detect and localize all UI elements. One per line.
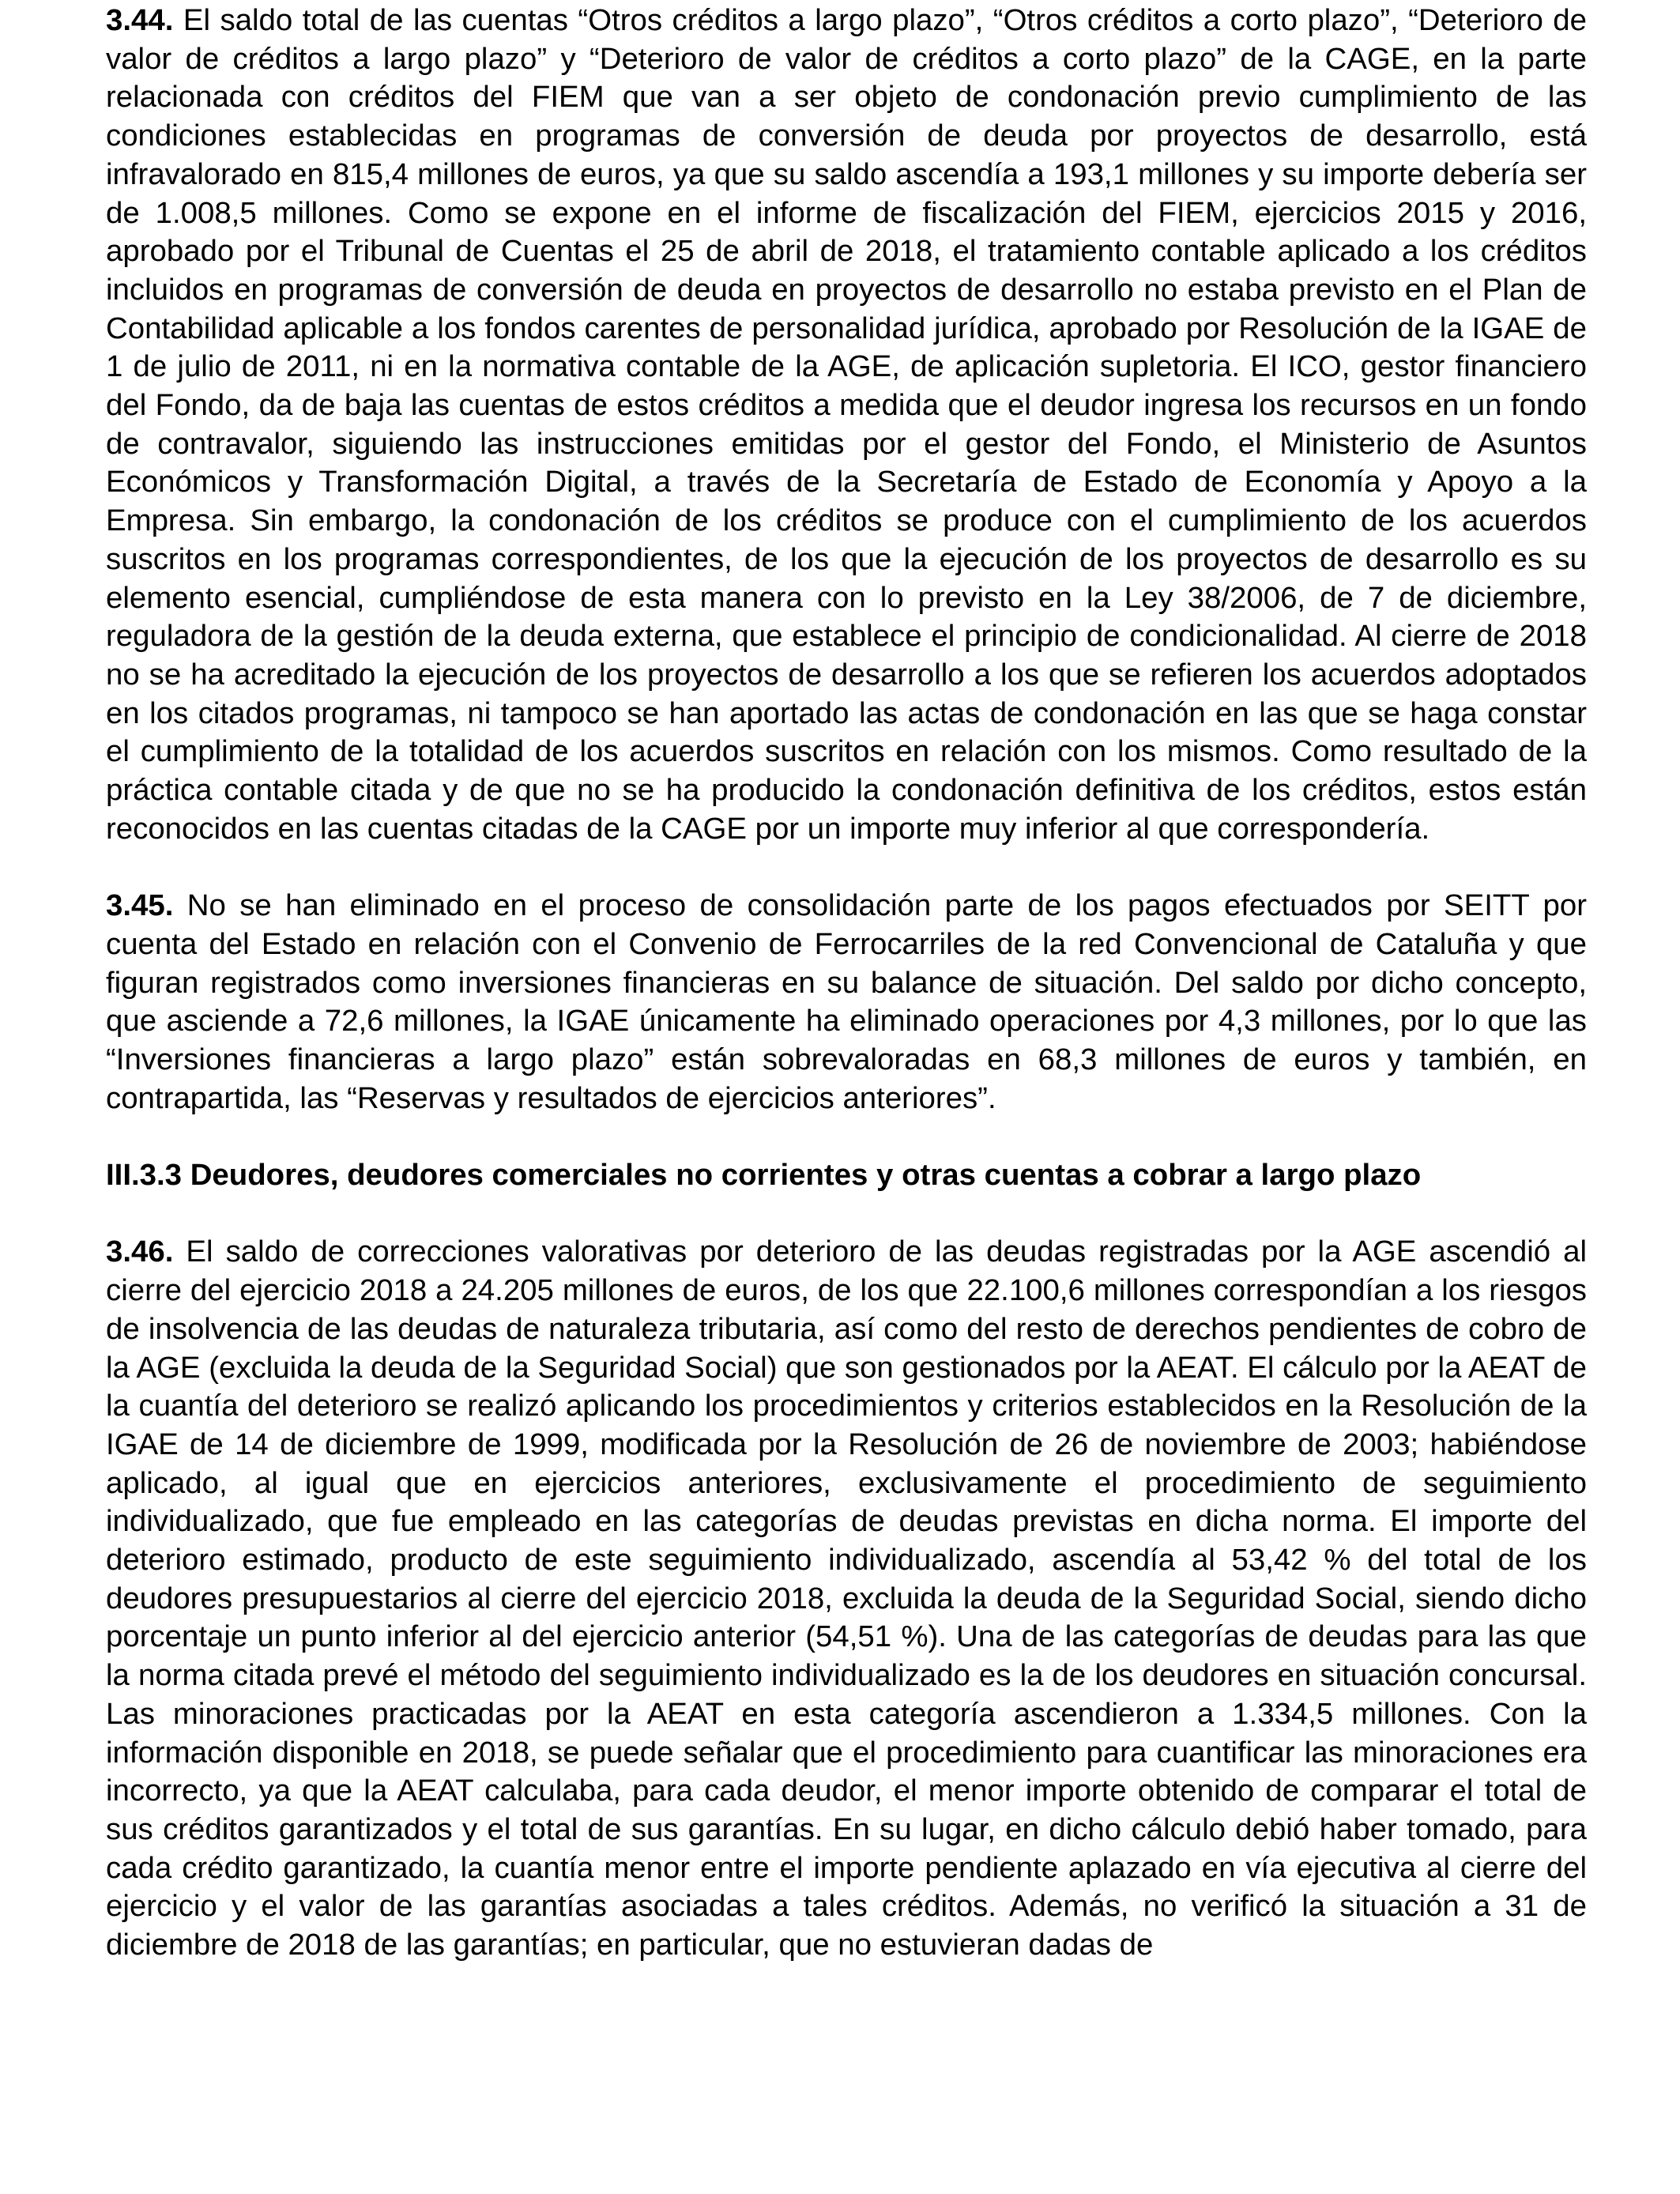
paragraph-text: El saldo de correcciones valorativas por deterioro de las deudas registradas por la AGE ascendió al cierre del ejercicio 2018 a 24.205 millones de euros, de los que 22.100,6 millones correspondían a los riesgos de insolvencia de las deudas de naturaleza tributaria, así como del resto de derechos pendientes de cobro de la AGE (excluida la deuda de la Seguridad Social) que son gestionados por la AEAT. El cálculo por la AEAT de la cuantía del deterioro se realizó aplicando los procedimientos y criterios establecidos en la Resolución de la IGAE de 14 de diciembre de 1999, modificada por la Resolución de 26 de noviembre de 2003; habiéndose aplicado, al igual que en ejercicios anteriores, exclusivamente el procedimiento de seguimiento individualizado, que fue empleado en las categorías de deudas previstas en dicha norma. El importe del deterioro estimado, producto de este seguimiento individualizado, ascendía al 53,42 % del total de los deudores presupuestarios al cierre del ejercicio 2018, excluida la deuda de la Seguridad Social, siendo dicho porcentaje un punto inferior al del ejercicio anterior (54,51 %). Una de las categorías de deudas para las que la norma citada prevé el método del seguimiento individualizado es la de los deudores en situación concursal. Las minoraciones practicadas por la AEAT en esta categoría ascendieron a 1.334,5 millones. Con la información disponible en 2018, se puede señalar que el procedimiento para cuantificar las minoraciones era incorrecto, ya que la AEAT calculaba, para cada deudor, el menor importe obtenido de comparar el total de sus créditos garantizados y el total de sus garantías. En su lugar, en dicho cálculo debió haber tomado, para cada crédito garantizado, la cuantía menor entre el importe pendiente aplazado en vía ejecutiva al cierre del ejercicio y el valor de las garantías asociadas a tales créditos. Además, no verificó la situación a 31 de diciembre de 2018 de las garantías; en particular, que no estuvieran dadas de <box>106 1235 1588 1962</box>
paragraph-3-44 <box>106 2 1587 848</box>
paragraph-number: 3.46. <box>106 1235 174 1269</box>
paragraph-3-46 <box>106 1233 1587 1964</box>
paragraph-3-45 <box>106 887 1587 1118</box>
paragraph-text: El saldo total de las cuentas “Otros créditos a largo plazo”, “Otros créditos a corto plazo”, “Deterioro de valor de créditos a largo plazo” y “Deterioro de valor de créditos a corto plazo” de la CAGE, en la parte relacionada con créditos del FIEM que van a ser objeto de condonación previo cumplimiento de las condiciones establecidas en programas de conversión de deuda por proyectos de desarrollo, está infravalorado en 815,4 millones de euros, ya que su saldo ascendía a 193,1 millones y su importe debería ser de 1.008,5 millones. Como se expone en el informe de fiscalización del FIEM, ejercicios 2015 y 2016, aprobado por el Tribunal de Cuentas el 25 de abril de 2018, el tratamiento contable aplicado a los créditos incluidos en programas de conversión de deuda en proyectos de desarrollo no estaba previsto en el Plan de Contabilidad aplicable a los fondos carentes de personalidad jurídica, aprobado por Resolución de la IGAE de 1 de julio de 2011, ni en la normativa contable de la AGE, de aplicación supletoria. El ICO, gestor financiero del Fondo, da de baja las cuentas de estos créditos a medida que el deudor ingresa los recursos en un fondo de contravalor, siguiendo las instrucciones emitidas por el gestor del Fondo, el Ministerio de Asuntos Económicos y Transformación Digital, a través de la Secretaría de Estado de Economía y Apoyo a la Empresa. Sin embargo, la condonación de los créditos se produce con el cumplimiento de los acuerdos suscritos en los programas correspondientes, de los que la ejecución de los proyectos de desarrollo es su elemento esencial, cumpliéndose de esta manera con lo previsto en la Ley 38/2006, de 7 de diciembre, reguladora de la gestión de la deuda externa, que establece el principio de condicionalidad. Al cierre de 2018 no se ha acreditado la ejecución de los proyectos de desarrollo a los que se refieren los acuerdos adoptados en los citados programas, ni tampoco se han aportado las actas de condonación en las que se haga constar el cumplimiento de la totalidad de los acuerdos suscritos en relación con los mismos. Como resultado de la práctica contable citada y de que no se ha producido la condonación definitiva de los créditos, estos están reconocidos en las cuentas citadas de la CAGE por un importe muy inferior al que correspondería. <box>106 3 1587 846</box>
paragraph-text: No se han eliminado en el proceso de consolidación parte de los pagos efectuados por SEITT por cuenta del Estado en relación con el Convenio de Ferrocarriles de la red Convencional de Cataluña y que figuran registrados como inversiones financieras en su balance de situación. Del saldo por dicho concepto, que asciende a 72,6 millones, la IGAE únicamente ha eliminado operaciones por 4,3 millones, por lo que las “Inversiones financieras a largo plazo” están sobrevaloradas en 68,3 millones de euros y también, en contrapartida, las “Reservas y resultados de ejercicios anteriores”. <box>106 888 1587 1115</box>
paragraph-number: 3.45. <box>106 888 174 923</box>
document-page <box>106 2 1587 1965</box>
paragraph-number: 3.44. <box>106 3 174 37</box>
section-heading: III.3.3 Deudores, deudores comerciales no corrientes y otras cuentas a cobrar a largo plazo <box>106 1158 1422 1193</box>
